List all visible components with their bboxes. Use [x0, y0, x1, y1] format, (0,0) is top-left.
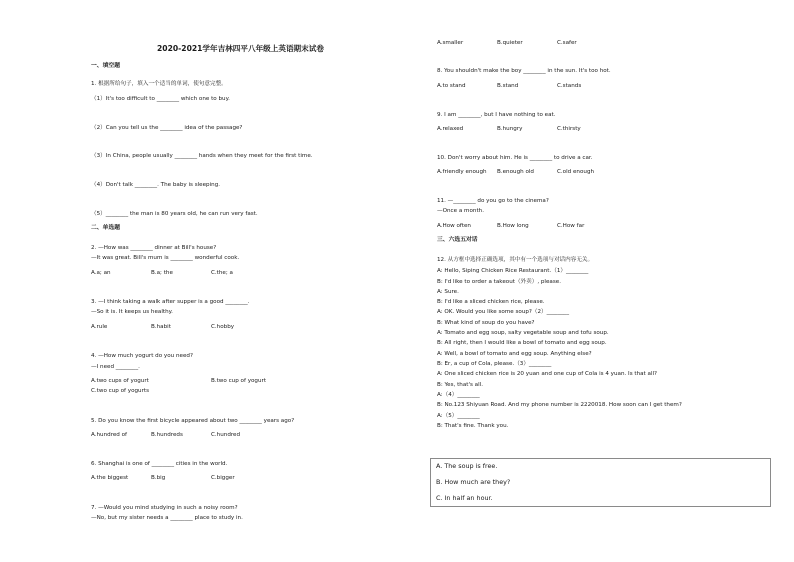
options-box	[430, 458, 771, 507]
section-heading-fill: 一、填空题	[91, 63, 120, 69]
dialogue-line: A:（4）________	[437, 392, 480, 398]
question-line: 2. —How was ________ dinner at Bill's house?	[91, 245, 217, 251]
question-line: —So it is. It keeps us healthy.	[91, 309, 173, 315]
box-option-a: A. The soup is free.	[436, 462, 498, 470]
option-c: C.hundred	[211, 432, 241, 438]
question-line: 4. —How much yogurt do you need?	[91, 353, 193, 359]
dialogue-line: A: Sure.	[437, 289, 459, 295]
question-line: 9. I am ________, but I have nothing to eat.	[437, 112, 556, 118]
dialogue-line: B: I'd like to order a takeout（外卖）, please.	[437, 279, 561, 285]
option-b: B.two cup of yogurt	[211, 378, 267, 384]
dialogue-line: B: What kind of soup do you have?	[437, 320, 535, 326]
fill-item: （4）Don't talk ________. The baby is sleeping.	[91, 182, 221, 188]
dialogue-line: B: I'd like a sliced chicken rice, please.	[437, 299, 545, 305]
option-b: B.hundreds	[151, 432, 183, 438]
option-c: C.the; a	[211, 270, 233, 276]
option-c: C.thirsty	[557, 126, 581, 132]
option-a: A.the biggest	[91, 475, 129, 481]
option-c: C.two cup of yogurts	[91, 388, 150, 394]
section-instruction: 12. 从方框中选择正确选项，其中有一个选项与对话内容无关。	[437, 257, 594, 263]
dialogue-line: A:（5）________	[437, 413, 480, 419]
fill-item: （5）________ the man is 80 years old, he can run very fast.	[91, 211, 258, 217]
question-line: 7. —Would you mind studying in such a noisy room?	[91, 505, 238, 511]
fill-item: （3）In China, people usually ________ hands when they meet for the first time.	[91, 153, 313, 159]
section-instruction: 1. 根据所给句子，填入一个适当的单词，使句意完整。	[91, 81, 227, 87]
option-c: C.bigger	[211, 475, 235, 481]
option-a: A.relaxed	[437, 126, 464, 132]
option-a: A.hundred of	[91, 432, 128, 438]
fill-item: （2）Can you tell us the ________ idea of the passage?	[91, 125, 243, 131]
section-heading-dialogue: 三、六选五对话	[437, 237, 478, 243]
box-option-b: B. How much are they?	[436, 478, 511, 486]
dialogue-line: B: That's fine. Thank you.	[437, 423, 509, 429]
dialogue-line: A: One sliced chicken rice is 20 yuan and one cup of Cola is 4 yuan. Is that all?	[437, 371, 658, 377]
option-c: C.old enough	[557, 169, 595, 175]
option-a: A.smaller	[437, 40, 464, 46]
dialogue-line: A: OK. Would you like some soup?（2）________	[437, 309, 570, 315]
option-a: A.How often	[437, 223, 471, 229]
question-line: —It was great. Bill's mum is ________ wonderful cook.	[91, 255, 240, 261]
option-c: C.hobby	[211, 324, 235, 330]
option-a: A.rule	[91, 324, 108, 330]
option-c: C.safer	[557, 40, 577, 46]
option-a: A.to stand	[437, 83, 466, 89]
dialogue-line: A: Hello, Siping Chicken Rice Restaurant.（1）________	[437, 268, 589, 274]
option-c: C.stands	[557, 83, 582, 89]
question-line: —Once a month.	[437, 208, 484, 214]
option-a: A.friendly enough	[437, 169, 487, 175]
question-line: —No, but my sister needs a ________ place to study in.	[91, 515, 243, 521]
question-line: 3. —I think taking a walk after supper is a good ________.	[91, 299, 250, 305]
question-line: 6. Shanghai is one of ________ cities in the world.	[91, 461, 228, 467]
option-b: B.stand	[497, 83, 519, 89]
question-line: 8. You shouldn't make the boy ________ in the sun. It's too hot.	[437, 68, 611, 74]
question-line: 10. Don't worry about him. He is ________ to drive a car.	[437, 155, 593, 161]
fill-item: （1）It's too difficult to ________ which one to buy.	[91, 96, 230, 102]
option-b: B.hungry	[497, 126, 523, 132]
option-b: B.habit	[151, 324, 171, 330]
option-a: A.two cups of yogurt	[91, 378, 149, 384]
dialogue-line: B: Er, a cup of Cola, please.（3）________	[437, 361, 552, 367]
question-line: 11. —________ do you go to the cinema?	[437, 198, 549, 204]
option-b: B.a; the	[151, 270, 173, 276]
dialogue-line: B: All right, then I would like a bowl of tomato and egg soup.	[437, 340, 607, 346]
option-b: B.big	[151, 475, 166, 481]
option-b: B.enough old	[497, 169, 534, 175]
dialogue-line: B: No.123 Shiyuan Road. And my phone number is 2220018. How soon can I get them?	[437, 402, 682, 408]
option-c: C.How far	[557, 223, 585, 229]
section-heading-choice: 二、单选题	[91, 225, 120, 231]
option-b: B.quieter	[497, 40, 523, 46]
box-option-c: C. In half an hour.	[436, 494, 493, 502]
option-a: A.a; an	[91, 270, 111, 276]
question-line: —I need ________.	[91, 364, 140, 370]
dialogue-line: B: Yes, that's all.	[437, 382, 483, 388]
question-line: 5. Do you know the first bicycle appeared about two ________ years ago?	[91, 418, 295, 424]
dialogue-line: A: Tomato and egg soup, salty vegetable soup and tofu soup.	[437, 330, 609, 336]
page-title: 2020-2021学年吉林四平八年级上英语期末试卷	[157, 44, 324, 53]
option-b: B.How long	[497, 223, 529, 229]
dialogue-line: A: Well, a bowl of tomato and egg soup. Anything else?	[437, 351, 592, 357]
